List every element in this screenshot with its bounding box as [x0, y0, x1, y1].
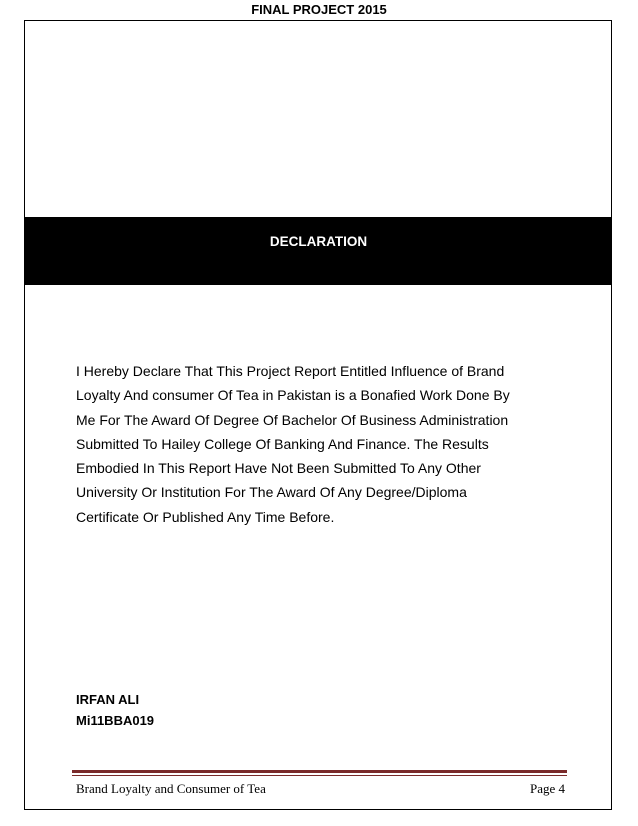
- footer-rule-thin: [72, 775, 567, 776]
- declaration-body-line: Me For The Award Of Degree Of Bachelor Of Business Administration: [76, 411, 509, 428]
- declaration-body: [76, 359, 576, 529]
- footer-rule-thick: [72, 770, 567, 773]
- declaration-body-line: Embodied In This Report Have Not Been Submitted To Any Other: [76, 460, 481, 477]
- declaration-body-line: Loyalty And consumer Of Tea in Pakistan is a Bonafied Work Done By: [76, 387, 510, 404]
- signatory-roll-number: Mi11BBA019: [76, 713, 155, 728]
- footer-page-number: Page 4: [529, 781, 565, 796]
- declaration-body-line: Submitted To Hailey College Of Banking And Finance. The Results: [76, 435, 489, 452]
- footer-document-title: Brand Loyalty and Consumer of Tea: [76, 781, 266, 796]
- declaration-heading: DECLARATION: [269, 234, 368, 249]
- declaration-body-line: I Hereby Declare That This Project Report Entitled Influence of Brand: [76, 363, 505, 379]
- declaration-body-line: Certificate Or Published Any Time Before.: [76, 508, 335, 525]
- running-header-title: FINAL PROJECT 2015: [251, 2, 387, 17]
- signature-block: [76, 689, 154, 731]
- declaration-heading-bar: [25, 217, 612, 285]
- signatory-name: IRFAN ALI: [76, 692, 140, 707]
- declaration-body-line: University Or Institution For The Award Of Any Degree/Diploma: [76, 484, 467, 501]
